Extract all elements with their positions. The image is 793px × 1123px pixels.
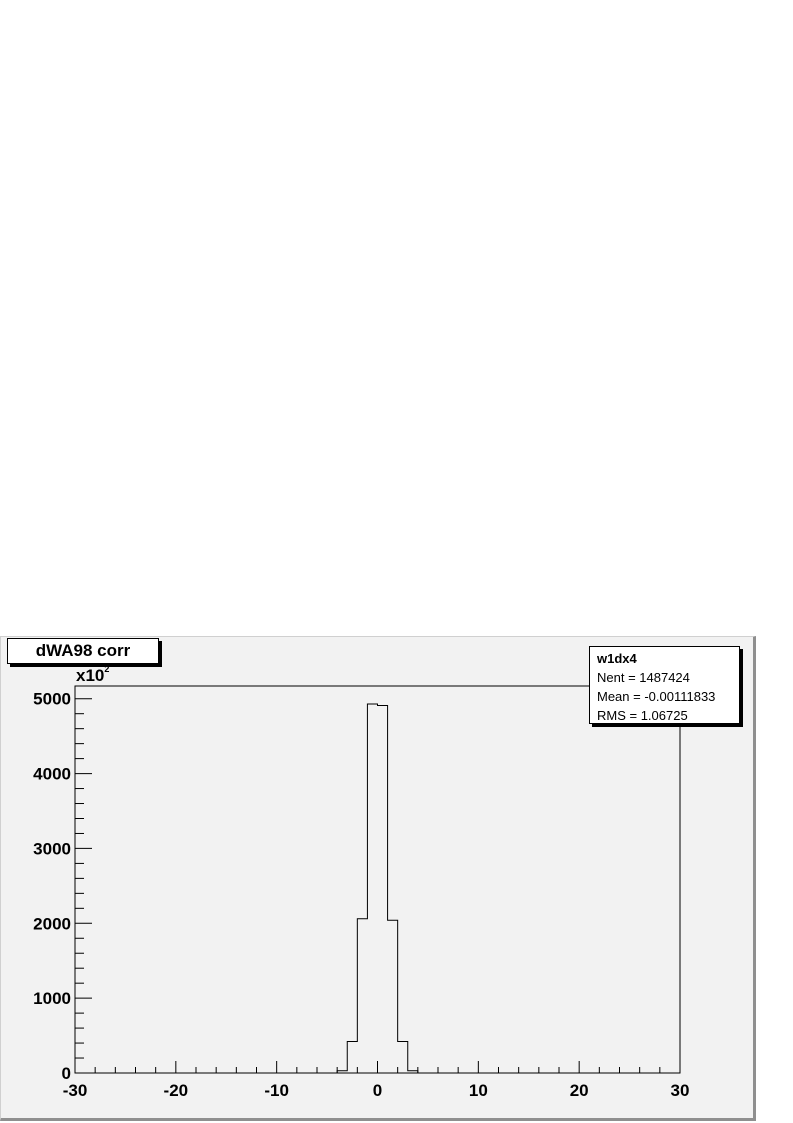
y-tick-label: 2000 [33,914,71,934]
stats-name: w1dx4 [597,651,637,666]
plot-frame [75,686,680,1073]
y-multiplier-label [76,666,109,686]
x-tick-label: 10 [468,1081,488,1100]
y-tick-label: 5000 [33,689,71,709]
x-tick-label: -10 [264,1081,289,1100]
x-tick-label: 30 [670,1081,690,1100]
y-tick-label: 0 [61,1064,71,1083]
stats-mean: Mean = -0.00111833 [597,689,716,704]
y-multiplier-base: x10 [76,666,105,685]
x-tick-label: 20 [569,1081,589,1100]
x-tick-label: 0 [372,1081,383,1100]
stats-entries: Nent = 1487424 [597,670,690,685]
x-tick-label: -20 [163,1081,189,1100]
chart-title: dWA98 corr [7,638,159,664]
y-tick-label: 4000 [33,764,71,784]
x-tick-label: -30 [62,1081,88,1100]
y-tick-label: 1000 [33,989,71,1009]
stats-box [589,646,740,724]
y-tick-label: 3000 [33,839,71,859]
stats-rms: RMS = 1.06725 [597,708,688,723]
y-multiplier-exponent: 2 [104,664,110,674]
